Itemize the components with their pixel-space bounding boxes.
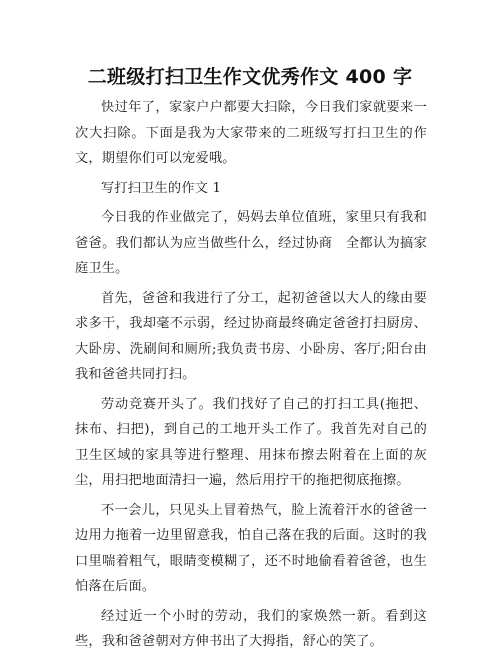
body-paragraph: 不一会儿，只见头上冒着热气，脸上流着汗水的爸爸一边用力拖着一边里留意我，怕自己落在我的后面。这时的我口里喘着粗气，眼睛变模糊了，还不时地偷看着爸爸，也生怕落在后面。: [75, 502, 427, 594]
section-heading: 写打扫卫生的作文 1: [101, 180, 222, 196]
document-body: [75, 95, 427, 659]
intro-paragraph: 快过年了，家家户户都要大扫除，今日我们家就要来一次大扫除。下面是我为大家带来的二班级写打扫卫生的作文，期望你们可以宠爱哦。: [75, 100, 427, 166]
document-title: 二班级打扫卫生作文优秀作文 400 字: [87, 66, 413, 88]
body-paragraph: 劳动竞赛开头了。我们找好了自己的打扫工具(拖把、抹布、扫把)，到自己的工地开头工作了。我首先对自己的卫生区域的家具等进行整理、用抹布擦去附着在上面的灰尘，用扫把地面清扫一遍，然后用拧干的拖把彻底拖擦。: [75, 396, 427, 488]
body-paragraph: 首先，爸爸和我进行了分工，起初爸爸以大人的缘由要求多干，我却毫不示弱，经过协商最终确定爸爸打扫厨房、大卧房、洗刷间和厕所;我负责书房、小卧房、客厅;阳台由我和爸爸共同打扫。: [75, 290, 427, 382]
body-paragraph: 经过近一个小时的劳动，我们的家焕然一新。看到这些，我和爸爸朝对方伸书出了大拇指，舒心的笑了。: [75, 608, 427, 649]
body-paragraph: 今日我的作业做完了，妈妈去单位值班，家里只有我和爸爸。我们都认为应当做些什么，经过协商 全都认为搞家庭卫生。: [75, 210, 427, 276]
